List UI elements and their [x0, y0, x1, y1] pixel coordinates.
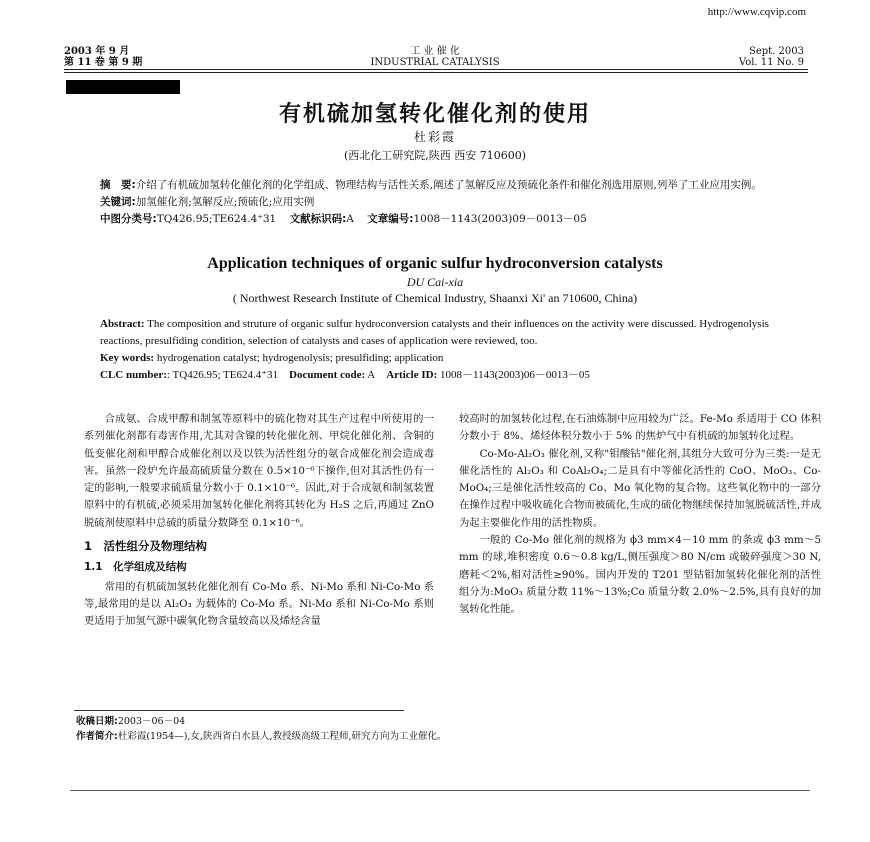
- journal-volume-cn: 第 11 卷 第 9 期: [64, 57, 143, 68]
- cn-abstract-block: [100, 177, 788, 228]
- cn-article-text: 1008－1143(2003)09－0013－05: [413, 213, 587, 225]
- en-abstract-block: [100, 316, 790, 384]
- journal-date: 2003 年 9 月: [64, 46, 130, 57]
- journal-volume-en: Vol. 11 No. 9: [738, 57, 804, 68]
- subsection-heading: 1.1 化学组成及结构: [84, 561, 187, 574]
- received-text: 2003－06－04: [117, 716, 186, 727]
- en-abstract: [100, 316, 790, 350]
- cn-abstract-text: 介绍了有机硫加氢转化催化剂的化学组成、物理结构与活性关系,阐述了氢解反应及预硫化条件和催化剂选用原则,列举了工业应用实例。: [135, 179, 762, 191]
- paper-title: 有机硫加氢转化催化剂的使用: [278, 101, 591, 127]
- footnote-block: [76, 714, 796, 744]
- body-left-column: [84, 411, 434, 631]
- journal-date-en: Sept. 2003: [749, 46, 804, 57]
- english-author: DU Cai-xia: [406, 275, 464, 289]
- cn-keywords-text: 加氢催化剂;氢解反应;预硫化;应用实例: [135, 196, 315, 208]
- en-article-text: 1008－1143(2003)06－0013－05: [440, 369, 590, 381]
- cn-classification: [100, 211, 788, 228]
- body-right-column: [459, 411, 821, 619]
- section-heading: 1 活性组分及物理结构: [84, 539, 208, 554]
- cn-doc-label: 文献标识码:: [289, 213, 347, 225]
- english-title: Application techniques of organic sulfur hydroconversion catalysts: [207, 255, 663, 272]
- en-article-label: Article ID:: [386, 369, 438, 381]
- cn-clc-text: TQ426.95;TE624.4⁺31: [156, 213, 277, 225]
- header-rule-thin: [64, 72, 808, 73]
- cn-abstract-label: 摘 要:: [100, 179, 136, 191]
- received-date: [76, 714, 796, 729]
- en-clc-text: : TQ426.95; TE624.4⁺31: [166, 369, 279, 381]
- body-paragraph: Co-Mo-Al₂O₃ 催化剂,又称"钼酸钴"催化剂,其组分大致可分为三类:一是无催化活性的 Al₂O₃ 和 CoAl₂O₄;二是具有中等催化活性的 CoO、MoO₃、Co-MoO₄;三是催化活性较高的 Co、Mo 氧化物的复合物。这些氧化物中的一部分在操作过程中吸收硫化合物而被硫化,生成的硫化物继续保持加氢脱硫活性,并成为起主要催化作用的活性物质。: [459, 447, 821, 529]
- en-clc-label: CLC number:: [100, 369, 167, 381]
- redaction-bar: [66, 80, 180, 94]
- en-keywords-text: hydrogenation catalyst; hydrogenolysis; presulfiding; application: [156, 352, 444, 364]
- author-bio: [76, 729, 796, 744]
- en-doc-label: Document code:: [289, 369, 366, 381]
- en-abstract-label: Abstract:: [100, 318, 145, 330]
- source-url-watermark: http://www.cqvip.com: [707, 6, 806, 18]
- body-paragraph: 常用的有机硫加氢转化催化剂有 Co-Mo 系、Ni-Mo 系和 Ni-Co-Mo 系等,最常用的是以 Al₂O₃ 为载体的 Co-Mo 系。Ni-Mo 系和 Ni-Co-Mo 系则更适用于加氢气源中碳氧化物含量较高以及烯烃含量: [84, 580, 434, 628]
- en-keywords: [100, 350, 790, 367]
- cn-abstract: [100, 177, 788, 194]
- header-rule-thick: [64, 69, 808, 70]
- bio-text: 杜彩霞(1954—),女,陕西省白水县人,教授级高级工程师,研究方向为工业催化。: [117, 731, 447, 742]
- en-classification: [100, 367, 790, 384]
- scan-bottom-line: [70, 790, 810, 791]
- journal-name-cn: 工 业 催 化: [410, 46, 460, 57]
- journal-name-en: INDUSTRIAL CATALYSIS: [370, 57, 500, 68]
- cn-keywords: [100, 194, 788, 211]
- paper-author: 杜彩霞: [413, 130, 456, 144]
- cn-article-label: 文章编号:: [367, 213, 414, 225]
- english-affiliation: ( Northwest Research Institute of Chemical Industry, Shaanxi Xi' an 710600, China): [232, 291, 638, 305]
- cn-clc-label: 中图分类号:: [100, 213, 157, 225]
- journal-date-issue-en: [739, 46, 804, 68]
- cn-doc-text: A: [346, 213, 354, 225]
- received-label: 收稿日期:: [76, 716, 118, 727]
- body-paragraph: 合成氨、合成甲醇和制氢等原料中的硫化物对其生产过程中所使用的一系列催化剂都有毒害作用,尤其对含镍的转化催化剂、甲烷化催化剂、含铜的低变催化剂和甲醇合成催化剂以及以铁为活性组分的氨合成催化剂会造成毒害。虽然一段炉允许最高硫质量分数在 0.5×10⁻⁶下操作,但对其活性仍有一定的影响,一般要求硫质量分数小于 0.1×10⁻⁶。因此,对于合成氨和制氢装置原料中的有机硫,必须采用加氢转化催化剂将其转化为 H₂S 之后,再通过 ZnO 脱硫剂使原料中总硫的质量分数降至 0.1×10⁻⁶。: [84, 413, 434, 529]
- en-keywords-label: Key words:: [100, 352, 155, 364]
- footnote-rule: [74, 710, 404, 711]
- body-paragraph-continued: 较高时的加氢转化过程,在石油炼制中应用较为广泛。Fe-Mo 系适用于 CO 体积分数小于 8%、烯烃体积分数小于 5% 的焦炉气中有机硫的加氢转化过程。: [459, 413, 821, 443]
- paper-affiliation: (西北化工研究院,陕西 西安 710600): [343, 149, 527, 162]
- bio-label: 作者简介:: [76, 731, 118, 742]
- cn-keywords-label: 关键词:: [100, 196, 136, 208]
- body-paragraph: 一般的 Co-Mo 催化剂的规格为 ϕ3 mm×4－10 mm 的条或 ϕ3 mm～5 mm 的球,堆积密度 0.6～0.8 kg/L,侧压强度＞80 N/cm 或破碎强度＞30 N,磨耗＜2%,相对活性≥90%。国内开发的 T201 型钴钼加氢转化催化剂的活性组分为:MoO₃ 质量分数 11%～13%;Co 质量分数 2.0%～2.5%,具有良好的加氢转化性能。: [459, 534, 821, 616]
- en-abstract-text: The composition and struture of organic sulfur hydroconversion catalysts and their influences on the activity were discussed. Hydrogenolysis reactions, presulfiding condition, selection of catalysts and cases of application were reviewed, too.: [100, 318, 769, 347]
- en-doc-text: A: [367, 369, 376, 381]
